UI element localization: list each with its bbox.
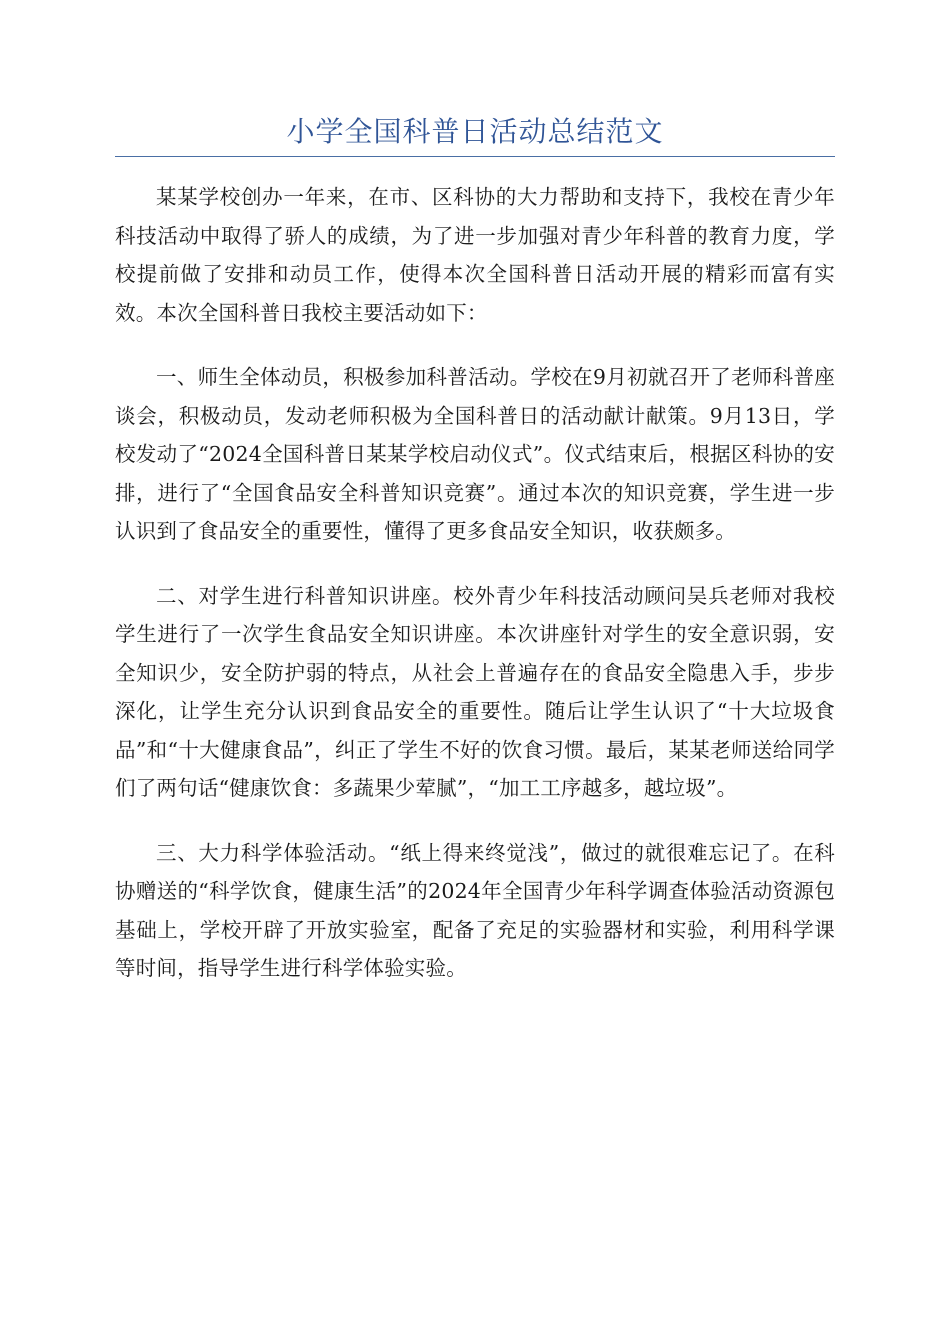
paragraph-section-2: 二、对学生进行科普知识讲座。校外青少年科技活动顾问吴兵老师对我校学生进行了一次学生食品安全知识讲座。本次讲座针对学生的安全意识弱，安全知识少，安全防护弱的特点，从社会上普遍存在的食品安全隐患入手，步步深化，让学生充分认识到食品安全的重要性。随后让学生认识了“十大垃圾食品”和“十大健康食品”，纠正了学生不好的饮食习惯。最后，某某老师送给同学们了两句话“健康饮食：多蔬果少荤腻”，“加工工序越多，越垃圾”。 — [115, 583, 835, 800]
title-block — [115, 110, 835, 157]
document-title: 小学全国科普日活动总结范文 — [286, 115, 664, 148]
paragraph-section-3: 三、大力科学体验活动。“纸上得来终觉浅”，做过的就很难忘记了。在科协赠送的“科学饮食，健康生活”的2024年全国青少年科学调查体验活动资源包基础上，学校开辟了开放实验室，配备了充足的实验器材和实验，利用科学课等时间，指导学生进行科学体验实验。 — [115, 840, 835, 980]
document-body — [115, 178, 835, 1014]
paragraph-intro: 某某学校创办一年来，在市、区科协的大力帮助和支持下，我校在青少年科技活动中取得了骄人的成绩，为了进一步加强对青少年科普的教育力度，学校提前做了安排和动员工作，使得本次全国科普日活动开展的精彩而富有实效。本次全国科普日我校主要活动如下： — [115, 185, 835, 325]
paragraph-section-1: 一、师生全体动员，积极参加科普活动。学校在9月初就召开了老师科普座谈会，积极动员，发动老师积极为全国科普日的活动献计献策。9月13日，学校发动了“2024全国科普日某某学校启动仪式”。仪式结束后，根据区科协的安排，进行了“全国食品安全科普知识竞赛”。通过本次的知识竞赛，学生进一步认识到了食品安全的重要性，懂得了更多食品安全知识，收获颇多。 — [115, 365, 835, 543]
